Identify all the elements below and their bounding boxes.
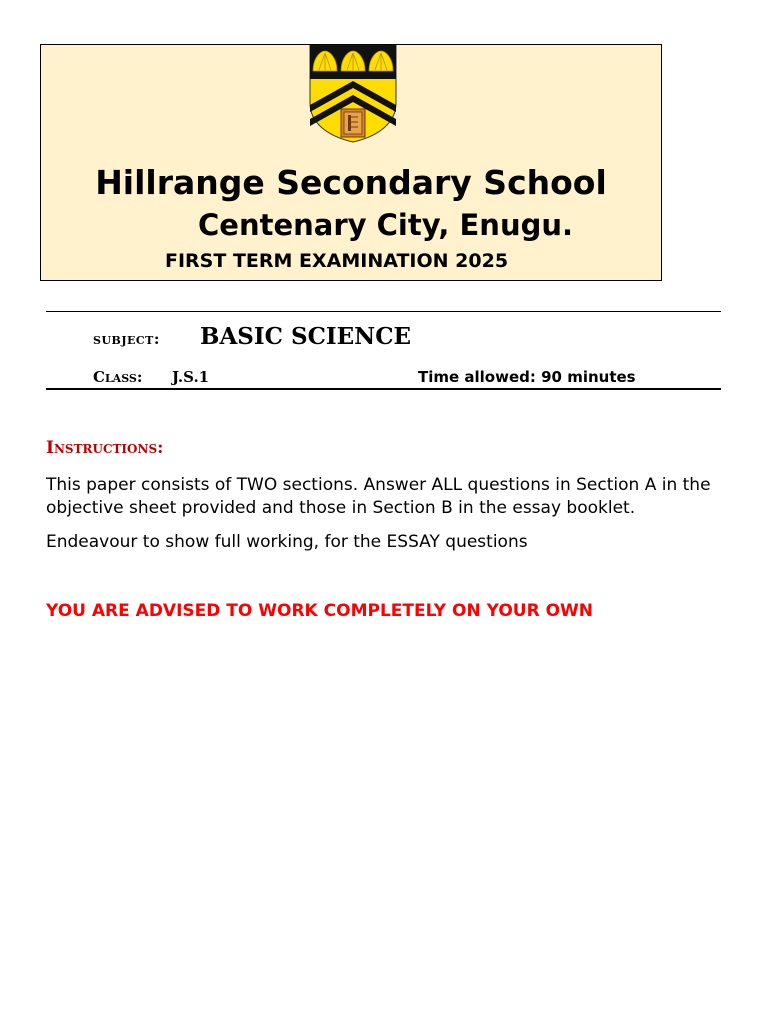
instruction-paragraph: This paper consists of TWO sections. Answer ALL questions in Section A in the objective sheet provided and those in Section B in the essay booklet. xyxy=(46,475,711,518)
header-box xyxy=(40,44,662,281)
subject-value: BASIC SCIENCE xyxy=(200,323,412,350)
subject-label: subject: xyxy=(93,330,160,348)
time-allowed: Time allowed: 90 minutes xyxy=(418,368,636,386)
school-crest-icon xyxy=(309,45,397,143)
instruction-paragraph: Endeavour to show full working, for the ESSAY questions xyxy=(46,532,528,552)
class-label: Class: xyxy=(93,368,143,386)
instructions-heading: Instructions: xyxy=(46,438,164,458)
warning-text: YOU ARE ADVISED TO WORK COMPLETELY ON YOUR OWN xyxy=(46,601,594,621)
exam-title: FIRST TERM EXAMINATION 2025 xyxy=(165,250,509,272)
divider-top xyxy=(46,311,721,312)
divider-bottom xyxy=(46,388,721,390)
school-name: Hillrange Secondary School xyxy=(95,163,607,202)
school-location: Centenary City, Enugu. xyxy=(198,208,574,242)
class-value: J.S.1 xyxy=(172,368,210,386)
